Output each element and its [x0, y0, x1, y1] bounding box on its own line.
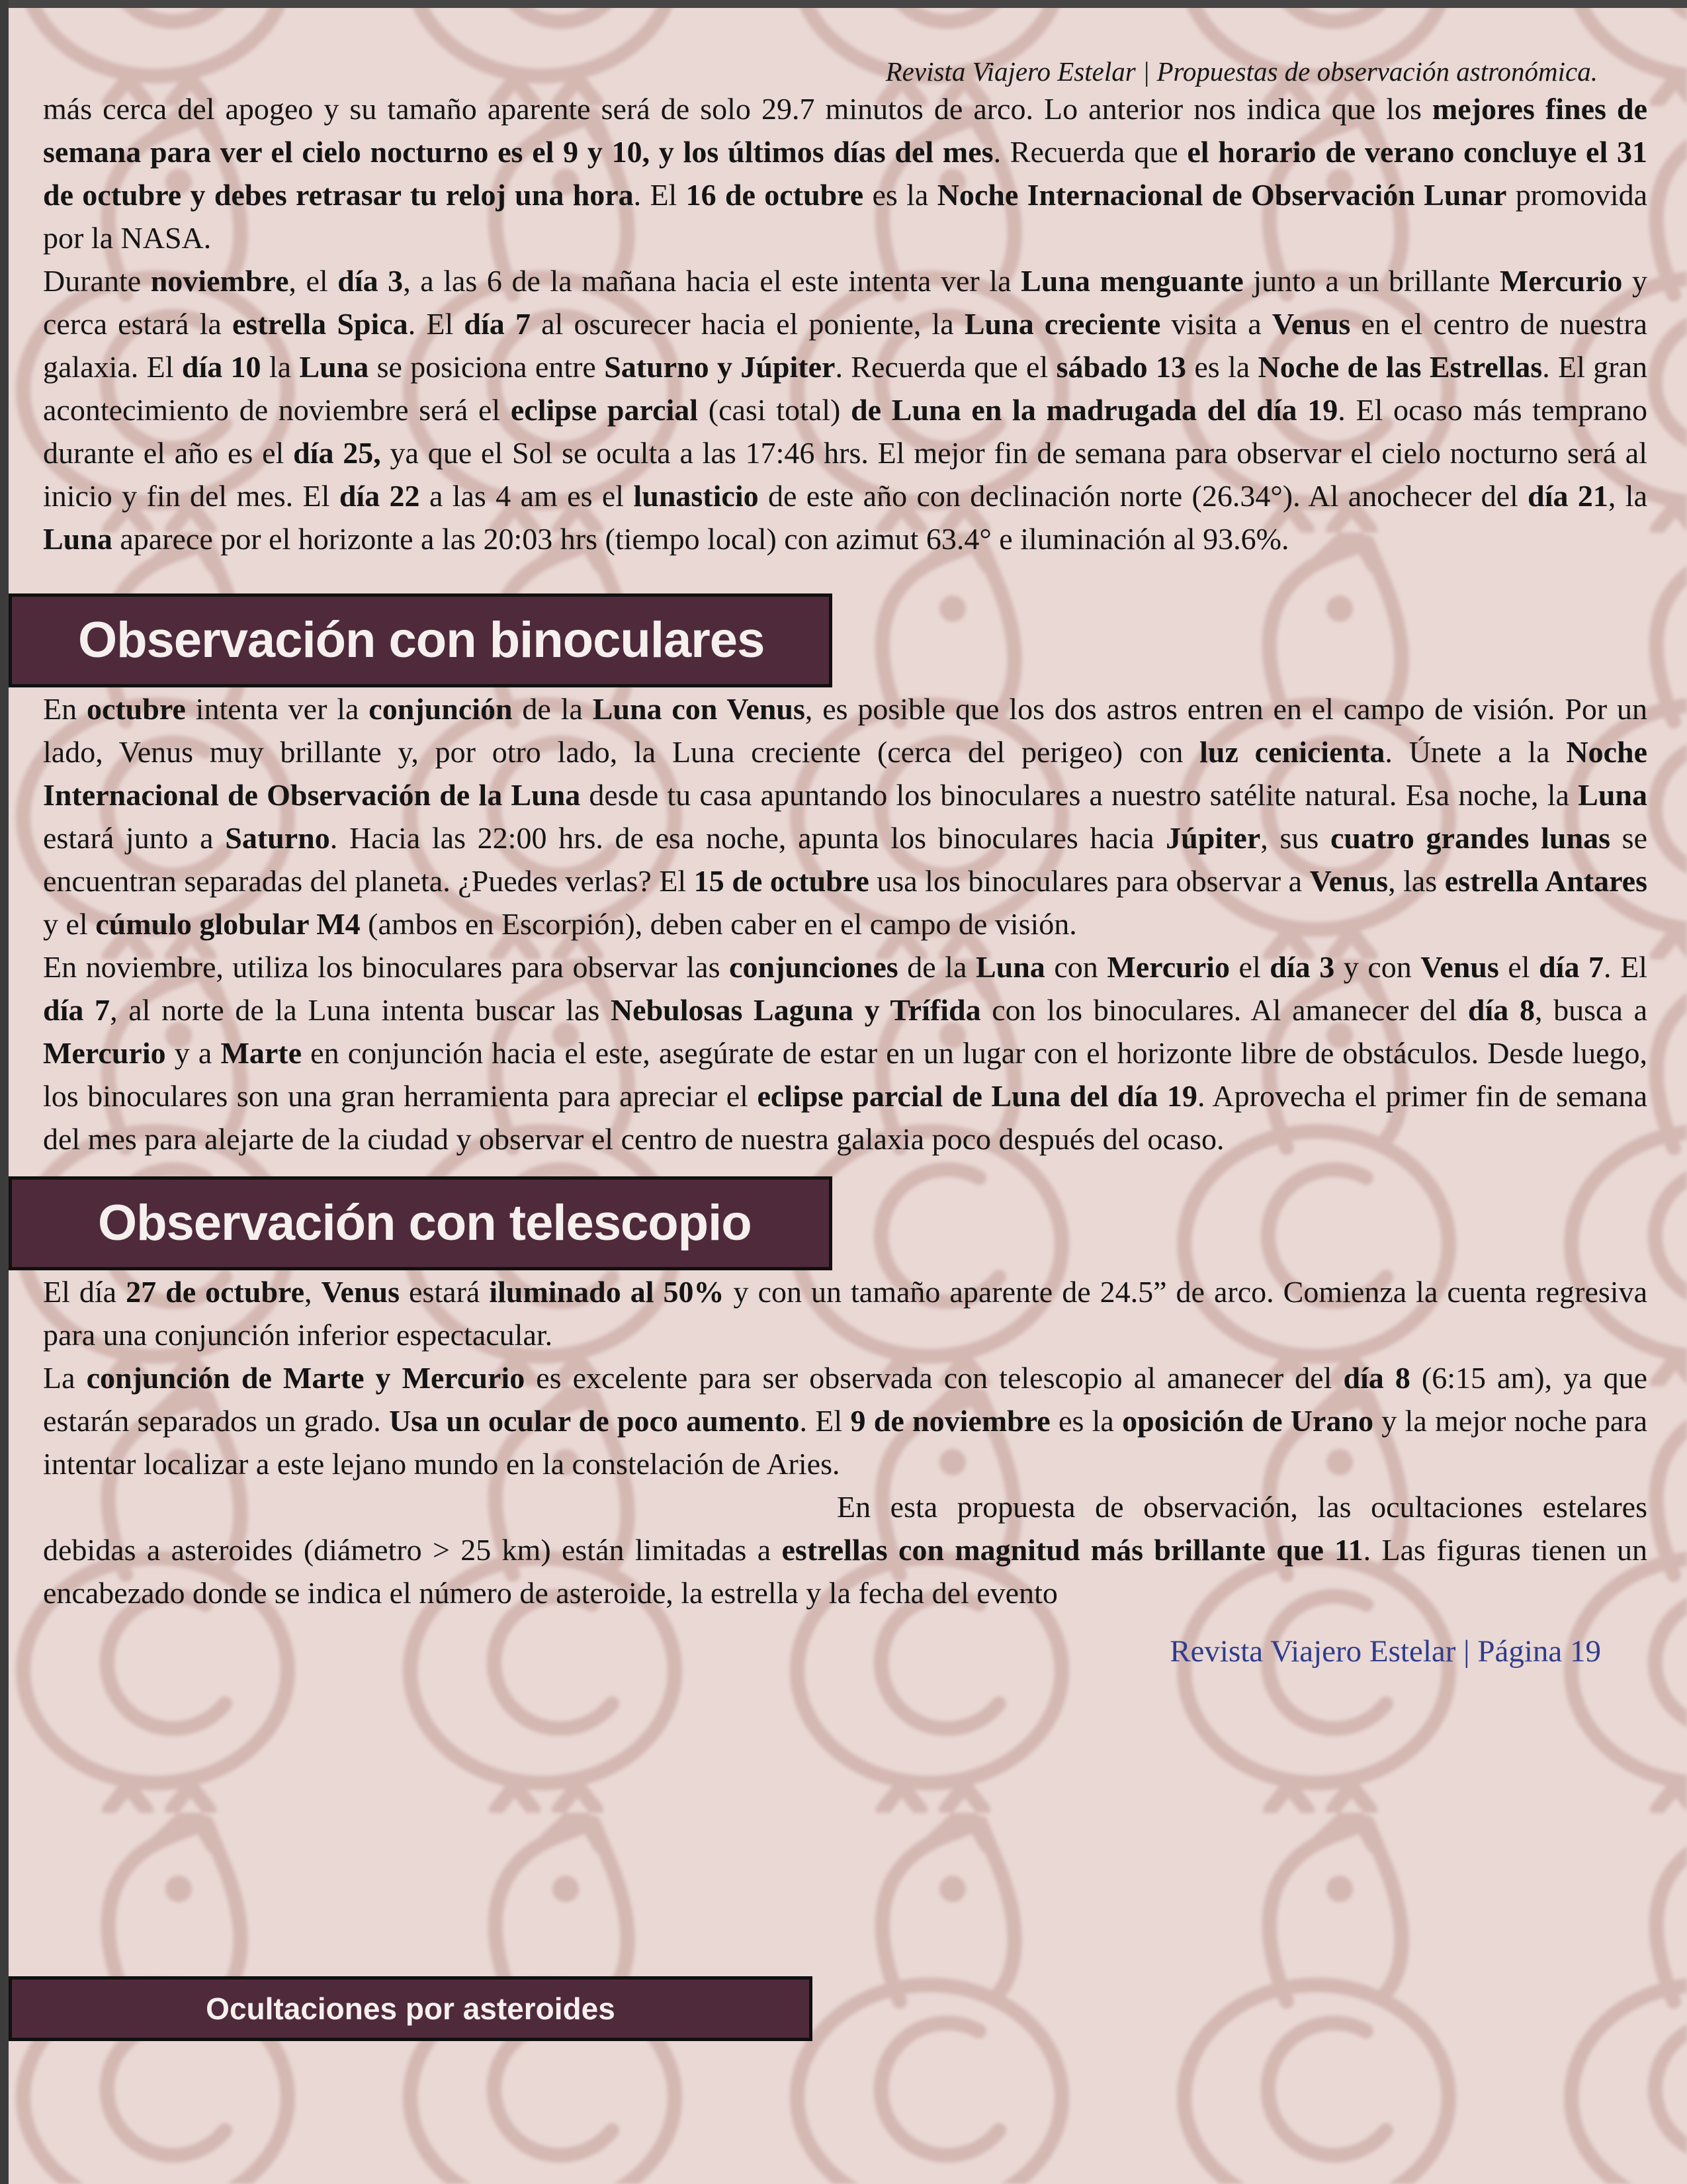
- page-footer: Revista Viajero Estelar | Página 19: [1170, 1634, 1601, 1669]
- section-heading-telescope: Observación con telescopio: [9, 1176, 832, 1270]
- running-header: Revista Viajero Estelar | Propuestas de observación astronómica.: [885, 56, 1598, 87]
- scan-edge-top: [0, 0, 1687, 8]
- scan-edge-left: [0, 0, 9, 2184]
- paragraph-telescope-november: La conjunción de Marte y Mercurio es excelente para ser observada con telescopio al amanecer del día 8 (6:15 am), ya que estarán separados un grado. Usa un ocular de poco aumento. El 9 de noviembre es la oposición de Urano y la mejor noche para intentar localizar a este lejano mundo en la constelación de Aries.: [43, 1361, 1648, 1481]
- paragraph-binoculars-november: En noviembre, utiliza los binoculares para observar las conjunciones de la Luna con Mercurio el día 3 y con Venus el día 7. El día 7, al norte de la Luna intenta buscar las Nebulosas Laguna y Trífida con los binoculares. Al amanecer del día 8, busca a Mercurio y a Marte en conjunción hacia el este, asegúrate de estar en un lugar con el horizonte libre de obstáculos. Desde luego, los binoculares son una gran herramienta para apreciar el eclipse parcial de Luna del día 19. Aprovecha el primer fin de semana del mes para alejarte de la ciudad y observar el centro de nuestra galaxia poco después del ocaso.: [43, 950, 1648, 1156]
- asteroid-paragraph-text: En esta propuesta de observación, las ocultaciones estelares debidas a asteroides (diámetro > 25 km) están limitadas a estrellas con magnitud más brillante que 11. Las figuras tienen un encabezado donde se indica el número de asteroide, la estrella y la fecha del evento: [43, 1490, 1647, 1610]
- section-heading-asteroid-occultations: Ocultaciones por asteroides: [9, 1976, 812, 2041]
- paragraph-binoculars-october: En octubre intenta ver la conjunción de la Luna con Venus, es posible que los dos astros entren en el campo de visión. Por un lado, Venus muy brillante y, por otro lado, la Luna creciente (cerca del perigeo) con luz cenicienta. Únete a la Noche Internacional de Observación de la Luna desde tu casa apuntando los binoculares a nuestro satélite natural. Esa noche, la Luna estará junto a Saturno. Hacia las 22:00 hrs. de esa noche, apunta los binoculares hacia Júpiter, sus cuatro grandes lunas se encuentran separadas del planeta. ¿Puedes verlas? El 15 de octubre usa los binoculares para observar a Venus, las estrella Antares y el cúmulo globular M4 (ambos en Escorpión), deben caber en el campo de visión.: [43, 692, 1647, 941]
- heading-wrap-spacer: [43, 1516, 837, 1517]
- section-heading-binoculars: Observación con binoculares: [9, 593, 832, 687]
- paragraph-intro-november: Durante noviembre, el día 3, a las 6 de la mañana hacia el este intenta ver la Luna menguante junto a un brillante Mercurio y cerca estará la estrella Spica. El día 7 al oscurecer hacia el poniente, la Luna creciente visita a Venus en el centro de nuestra galaxia. El día 10 la Luna se posiciona entre Saturno y Júpiter. Recuerda que el sábado 13 es la Noche de las Estrellas. El gran acontecimiento de noviembre será el eclipse parcial (casi total) de Luna en la madrugada del día 19. El ocaso más temprano durante el año es el día 25, ya que el Sol se oculta a las 17:46 hrs. El mejor fin de semana para observar el cielo nocturno será al inicio y fin del mes. El día 22 a las 4 am es el lunasticio de este año con declinación norte (26.34°). Al anochecer del día 21, la Luna aparece por el horizonte a las 20:03 hrs (tiempo local) con azimut 63.4° e iluminación al 93.6%.: [43, 264, 1648, 556]
- page-content: [0, 56, 1687, 2026]
- paragraph-asteroid-occultations: [43, 1485, 1647, 1614]
- paragraph-intro-october: más cerca del apogeo y su tamaño aparente será de solo 29.7 minutos de arco. Lo anterior nos indica que los mejores fines de semana para ver el cielo nocturno es el 9 y 10, y los últimos días del mes. Recuerda que el horario de verano concluye el 31 de octubre y debes retrasar tu reloj una hora. El 16 de octubre es la Noche Internacional de Observación Lunar promovida por la NASA.: [43, 92, 1648, 255]
- paragraph-telescope-october: El día 27 de octubre, Venus estará iluminado al 50% y con un tamaño aparente de 24.5” de arco. Comienza la cuenta regresiva para una conjunción inferior espectacular.: [43, 1275, 1647, 1352]
